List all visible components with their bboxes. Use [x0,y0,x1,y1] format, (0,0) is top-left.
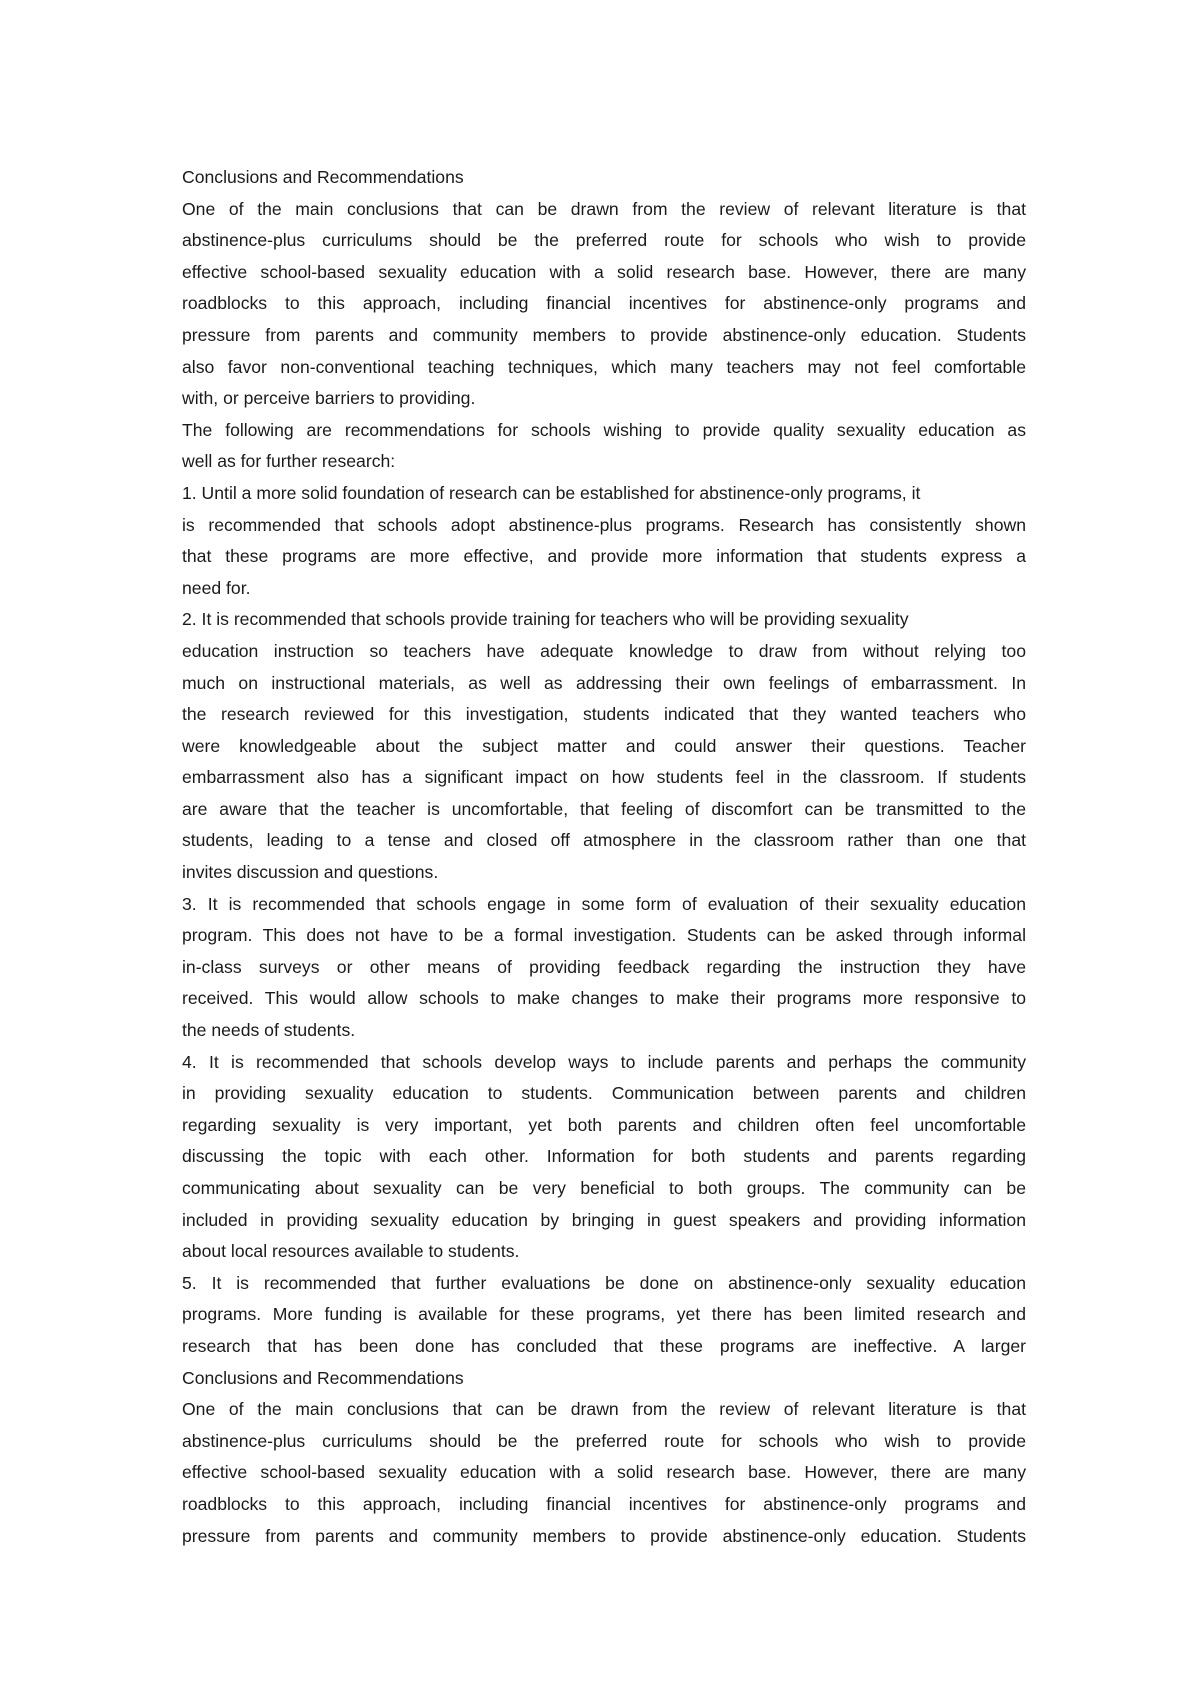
text-line: invites discussion and questions. [182,862,439,883]
text-line: about local resources available to students. [182,1241,520,1262]
text-line: 1. Until a more solid foundation of research can be established for abstinence-only programs, it [182,482,921,503]
text-line: the needs of students. [182,1020,356,1041]
text-line: the research reviewed for this investigation, students indicated that they wanted teachers who [182,704,1026,725]
text-line: abstinence-plus curriculums should be the preferred route for schools who wish to provide [182,1430,1026,1451]
text-line: also favor non-conventional teaching techniques, which many teachers may not feel comfortable [182,356,1026,377]
text-line: are aware that the teacher is uncomfortable, that feeling of discomfort can be transmitted to the [182,798,1026,819]
text-line: in providing sexuality education to students. Communication between parents and children [182,1083,1026,1104]
text-line: pressure from parents and community members to provide abstinence-only education. Students [182,1525,1026,1546]
text-line: included in providing sexuality education by bringing in guest speakers and providing information [182,1209,1026,1230]
text-line: program. This does not have to be a formal investigation. Students can be asked through informal [182,925,1026,946]
text-line: research that has been done has concluded that these programs are ineffective. A larger [182,1335,1026,1356]
text-line: abstinence-plus curriculums should be the preferred route for schools who wish to provide [182,230,1026,251]
text-line: Conclusions and Recommendations [182,1367,464,1388]
document-body [182,162,1026,1552]
text-line: Conclusions and Recommendations [182,167,464,187]
text-line: discussing the topic with each other. Information for both students and parents regarding [182,1146,1026,1167]
text-line: effective school-based sexuality education with a solid research base. However, there are many [182,1462,1026,1483]
text-line: roadblocks to this approach, including financial incentives for abstinence-only programs and [182,1493,1026,1514]
text-line: 4. It is recommended that schools develop ways to include parents and perhaps the community [182,1051,1026,1072]
text-line: pressure from parents and community members to provide abstinence-only education. Students [182,324,1026,345]
text-line: were knowledgeable about the subject matter and could answer their questions. Teacher [182,735,1026,756]
text-line: well as for further research: [182,451,396,472]
text-line: programs. More funding is available for these programs, yet there has been limited research and [182,1304,1026,1325]
text-line: that these programs are more effective, and provide more information that students express a [182,546,1026,567]
text-line: received. This would allow schools to make changes to make their programs more responsive to [182,988,1026,1009]
text-line: communicating about sexuality can be very beneficial to both groups. The community can be [182,1178,1026,1198]
text-line: One of the main conclusions that can be drawn from the review of relevant literature is that [182,1399,1026,1420]
text-line: The following are recommendations for schools wishing to provide quality sexuality education as [182,419,1026,440]
text-line: roadblocks to this approach, including financial incentives for abstinence-only programs and [182,293,1026,314]
text-line: One of the main conclusions that can be drawn from the review of relevant literature is that [182,198,1026,219]
text-line: embarrassment also has a significant impact on how students feel in the classroom. If students [182,767,1026,788]
text-line: students, leading to a tense and closed off atmosphere in the classroom rather than one that [182,830,1026,851]
text-line: need for. [182,577,251,598]
text-line: is recommended that schools adopt abstinence-plus programs. Research has consistently shown [182,514,1026,535]
text-line: 3. It is recommended that schools engage in some form of evaluation of their sexuality education [182,893,1026,914]
text-line: regarding sexuality is very important, yet both parents and children often feel uncomfortable [182,1114,1026,1135]
text-line: 2. It is recommended that schools provide training for teachers who will be providing sexuality [182,609,909,630]
text-line: effective school-based sexuality education with a solid research base. However, there are many [182,261,1026,282]
text-line: 5. It is recommended that further evaluations be done on abstinence-only sexuality education [182,1272,1026,1293]
text-line: in-class surveys or other means of providing feedback regarding the instruction they have [182,956,1026,977]
text-line: much on instructional materials, as well as addressing their own feelings of embarrassment. In [182,672,1026,693]
text-line: with, or perceive barriers to providing. [182,388,476,409]
text-line: education instruction so teachers have adequate knowledge to draw from without relying too [182,640,1026,661]
